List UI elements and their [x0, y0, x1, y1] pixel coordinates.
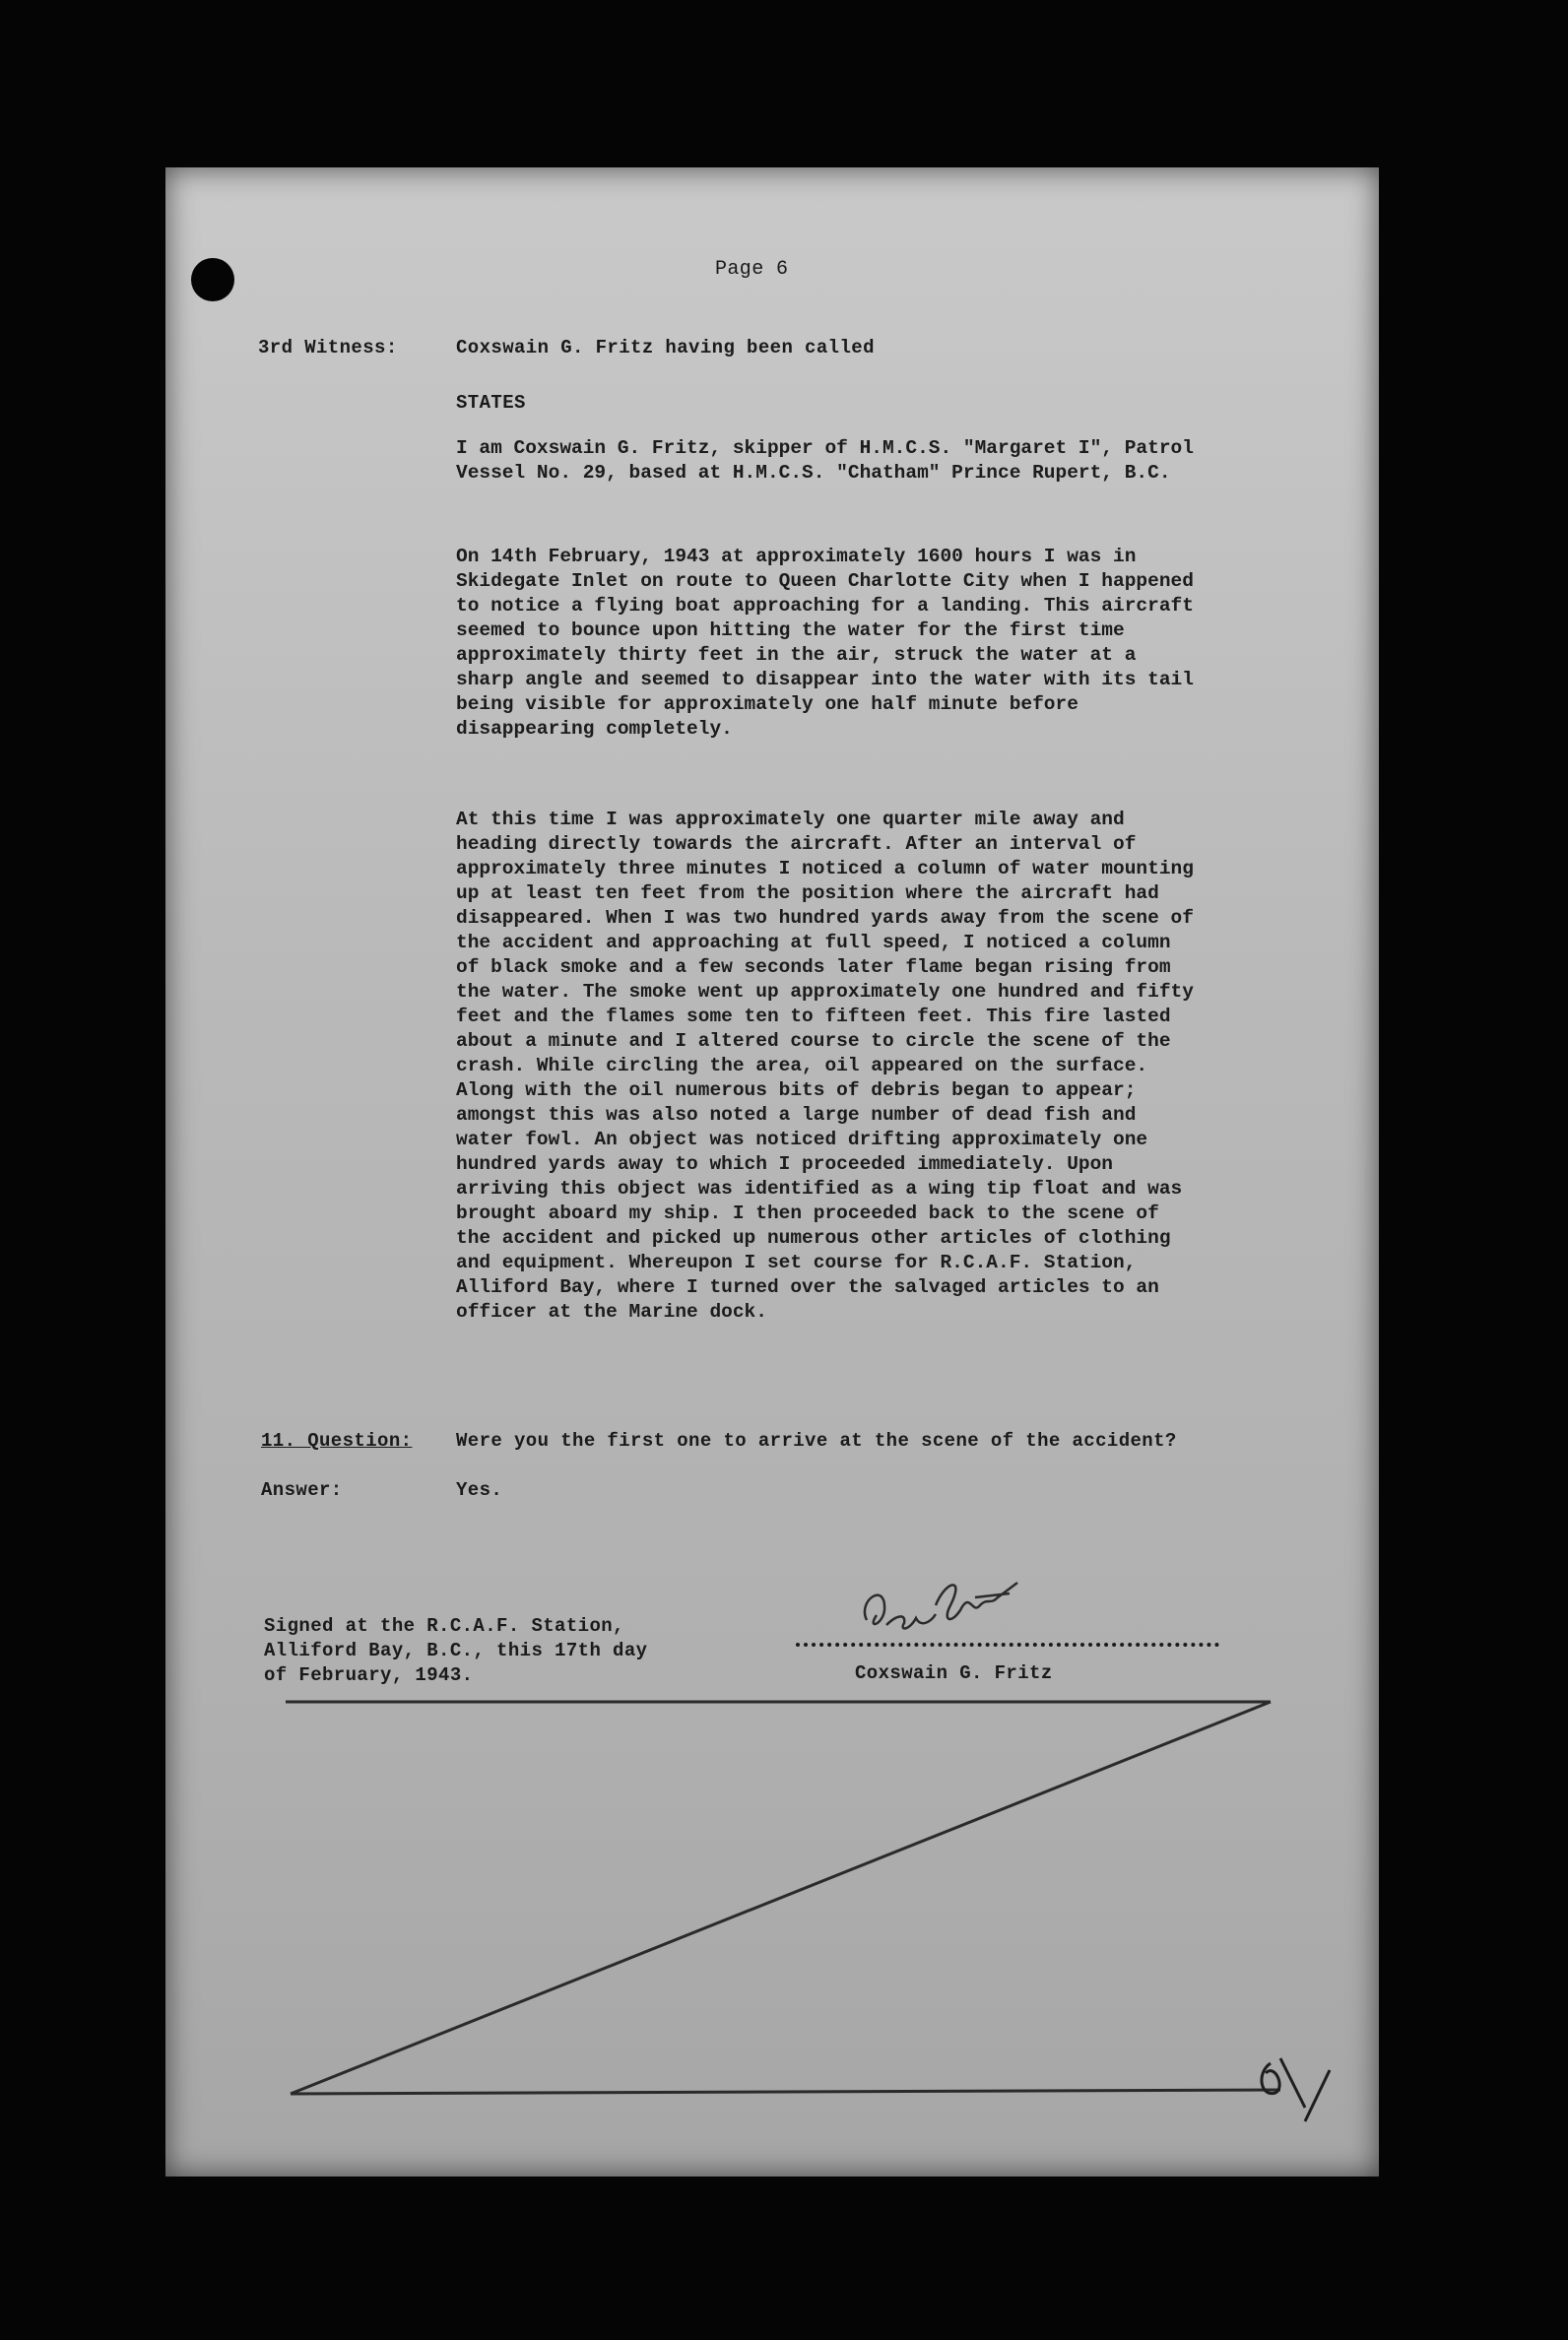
statement-paragraph-2: On 14th February, 1943 at approximately 1600 hours I was in Skidegate Inlet on route to Queen Charlotte City when I happened to notice a flying boat approaching for a landing. This aircraft seemed to bounce upon hitting the water for the first time approximately thirty feet in the air, struck the water at a sharp angle and seemed to disappear into the water with its tail being visible for approximately one half minute before disappearing completely.: [456, 546, 1194, 740]
signed-line-2: Alliford Bay, B.C., this 17th day: [264, 1640, 648, 1661]
question-label: 11. Question:: [261, 1430, 413, 1452]
states-heading: STATES: [456, 392, 526, 414]
witness-label: 3rd Witness:: [258, 337, 398, 358]
statement-paragraph-3: At this time I was approximately one quarter mile away and heading directly towards the aircraft. After an interval of approximately three minutes I noticed a column of water mounting up at least ten feet from the position where the aircraft had disappeared. When I was two hundred yards away from the scene of the accident and approaching at full speed, I noticed a column of black smoke and a few seconds later flame began rising from the water. The smoke went up approximately one hundred and fifty feet and the flames some ten to fifteen feet. This fire lasted about a minute and I altered course to circle the scene of the crash. While circling the area, oil appeared on the surface. Along with the oil numerous bits of debris began to appear; amongst this was also noted a large number of dead fish and water fowl. An object was noticed drifting approximately one hundred yards away to which I proceeded immediately. Upon arriving this object was identified as a wing tip float and was brought aboard my ship. I then proceeded back to the scene of the accident and picked up numerous other articles of clothing and equipment. Whereupon I set course for R.C.A.F. Station, Alliford Bay, where I turned over the salvaged articles to an officer at the Marine dock.: [456, 809, 1194, 1323]
cancel-line-diagonal: [291, 1702, 1271, 2094]
typed-signature-name: Coxswain G. Fritz: [855, 1662, 1053, 1684]
statement-paragraph-1: I am Coxswain G. Fritz, skipper of H.M.C.S. "Margaret I", Patrol Vessel No. 29, based at H.M.C.S. "Chatham" Prince Rupert, B.C.: [456, 437, 1194, 484]
cancel-line-bottom: [291, 2090, 1280, 2094]
answer-text: Yes.: [456, 1479, 503, 1501]
handwritten-signature: [865, 1583, 1017, 1628]
question-text: Were you the first one to arrive at the scene of the accident?: [456, 1430, 1177, 1452]
witness-intro: Coxswain G. Fritz having been called: [456, 337, 875, 358]
signed-line-1: Signed at the R.C.A.F. Station,: [264, 1615, 624, 1637]
page-number: Page 6: [715, 258, 789, 281]
signed-line-3: of February, 1943.: [264, 1664, 474, 1686]
answer-label: Answer:: [261, 1479, 343, 1501]
